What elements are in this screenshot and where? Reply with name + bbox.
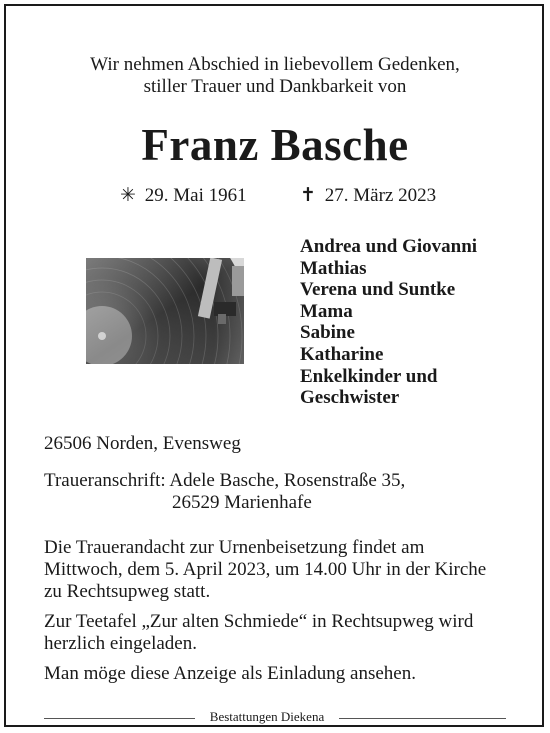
closing-note: Man möge diese Anzeige als Einladung ansehen. <box>44 663 416 684</box>
mourners-list <box>300 236 477 409</box>
vinyl-record-photo <box>86 258 244 364</box>
reception-line-1: Zur Teetafel „Zur alten Schmiede“ in Rechtsupweg wird <box>44 611 474 632</box>
mourner-name: Enkelkinder und <box>300 365 438 387</box>
intro-line-2: stiller Trauer und Dankbarkeit von <box>143 76 407 97</box>
birth-star-icon: ✳ <box>120 185 136 206</box>
service-line-3: zu Rechtsupweg statt. <box>44 581 211 602</box>
birth-date: 29. Mai 1961 <box>144 185 247 206</box>
service-line-2: Mittwoch, dem 5. April 2023, um 14.00 Uhr in der Kirche <box>44 559 487 580</box>
mourner-name: Mathias <box>300 257 367 279</box>
mourner-name: Geschwister <box>300 387 400 409</box>
mourner-name: Katharine <box>300 343 384 365</box>
reception-line-2: herzlich eingeladen. <box>44 633 197 654</box>
funeral-home-credit: Bestattungen Diekena <box>195 709 339 725</box>
service-line-1: Die Trauerandacht zur Urnenbeisetzung findet am <box>44 537 425 558</box>
mail-address-line-1: Traueranschrift: Adele Basche, Rosenstraße 35, <box>44 470 406 491</box>
residence-address: 26506 Norden, Evensweg <box>44 433 241 454</box>
vinyl-record-image <box>86 258 244 364</box>
birth-date-row <box>120 184 247 208</box>
mourner-name: Verena und Suntke <box>300 279 456 301</box>
mourner-name: Andrea und Giovanni <box>300 236 478 257</box>
mail-address-line-2: 26529 Marienhafe <box>172 492 312 513</box>
mourner-name: Sabine <box>300 322 355 344</box>
intro-line-1: Wir nehmen Abschied in liebevollem Gedenken, <box>90 54 460 75</box>
mourner-name: Mama <box>300 300 353 322</box>
death-date-row <box>300 184 436 208</box>
deceased-name: Franz Basche <box>141 120 409 170</box>
death-date: 27. März 2023 <box>324 185 437 206</box>
death-cross-icon: ✝ <box>300 185 316 206</box>
